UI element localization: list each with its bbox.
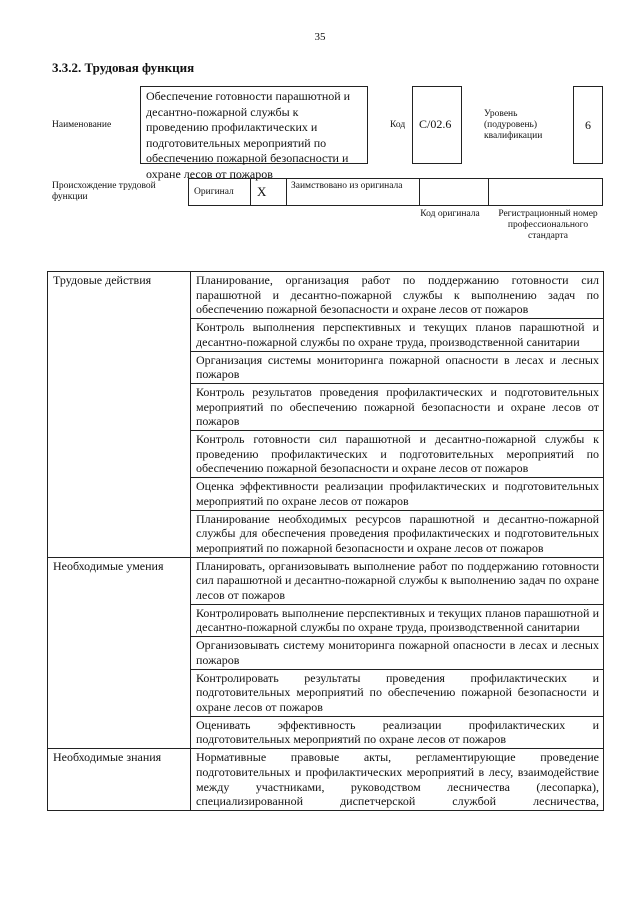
table-cell: Контролировать выполнение перспективных и текущих планов парашютной и десантно-пожарной службы по охране труда, производственной санитарии (191, 604, 604, 636)
name-label: Наименование (52, 120, 112, 130)
orig-code-caption: Код оригинала (420, 209, 480, 219)
labor-actions-header: Трудовые действия (48, 272, 191, 558)
table-cell: Организовывать систему мониторинга пожарной опасности в лесах и лесных пожаров (191, 637, 604, 669)
table-cell: Контроль готовности сил парашютной и десантно-пожарной службы к проведению профилактических и подготовительных мероприятий по обеспечению пожарной безопасности и охране лесов от пожаров (191, 431, 604, 478)
page-number: 35 (314, 31, 326, 43)
table-row (48, 749, 604, 811)
table-row (48, 272, 604, 319)
table-cell: Нормативные правовые акты, регламентирующие проведение подготовительных и профилактических мероприятий в лесу, взаимодействие между участниками, руководством лесничества (лесопарка), специализированной диспетчерской службой лесничества, (191, 749, 604, 811)
original-mark-cell (251, 179, 287, 205)
borrowed-label: Заимствовано из оригинала (291, 181, 403, 191)
original-cell (189, 179, 251, 205)
code-label: Код (390, 120, 406, 130)
table-cell: Контроль выполнения перспективных и текущих планов парашютной и десантно-пожарной службы по охране труда, производственной санитарии (191, 319, 604, 351)
table-cell: Организация системы мониторинга пожарной опасности в лесах и лесных пожаров (191, 351, 604, 383)
section-title: 3.3.2. Трудовая функция (52, 60, 195, 75)
origin-row (188, 178, 603, 206)
skills-header: Необходимые умения (48, 557, 191, 748)
borrowed-cell (287, 179, 420, 205)
table-row (48, 557, 604, 604)
reg-number-caption: Регистрационный номер профессионального стандарта (498, 209, 598, 241)
table-cell: Контролировать результаты проведения профилактических и подготовительных мероприятий по обеспечению пожарной безопасности и охране лесов от пожаров (191, 669, 604, 716)
table-cell: Планирование, организация работ по поддержанию готовности сил парашютной и десантно-пожарной службы к выполнению задач по обеспечению пожарной безопасности и охране лесов от пожаров (191, 272, 604, 319)
origin-label: Происхождение трудовой функции (52, 181, 156, 202)
table-cell: Планирование необходимых ресурсов парашютной и десантно-пожарной службы для обеспечения проведения профилактических и подготовительных мероприятий по пожарной безопасности и охране лесов от пожаров (191, 510, 604, 557)
table-cell: Контроль результатов проведения профилактических и подготовительных мероприятий по обеспечению пожарной безопасности и охране лесов от пожаров (191, 383, 604, 430)
table-cell: Оценка эффективности реализации профилактических и подготовительных мероприятий по охране лесов от пожаров (191, 478, 604, 510)
table-cell: Оценивать эффективность реализации профилактических и подготовительных мероприятий по охране лесов от пожаров (191, 716, 604, 748)
function-details-table (47, 271, 604, 811)
original-mark: X (257, 184, 267, 199)
reg-number-cell (489, 179, 602, 205)
table-cell: Планировать, организовывать выполнение работ по поддержанию готовности сил парашютной и десантно-пожарной службы к выполнению задач по охране лесов от пожаров (191, 557, 604, 604)
orig-code-cell (420, 179, 489, 205)
function-name-box: Обеспечение готовности парашютной и десантно-пожарной службы к проведению профилактических и подготовительных мероприятий по обеспечению пожарной безопасности и охране лесов от пожаров (140, 86, 368, 164)
qualification-level-box: 6 (573, 86, 603, 164)
knowledge-header: Необходимые знания (48, 749, 191, 811)
function-code-box: C/02.6 (412, 86, 462, 164)
original-label: Оригинал (194, 187, 234, 197)
level-label: Уровень (подуровень) квалификации (484, 109, 543, 141)
